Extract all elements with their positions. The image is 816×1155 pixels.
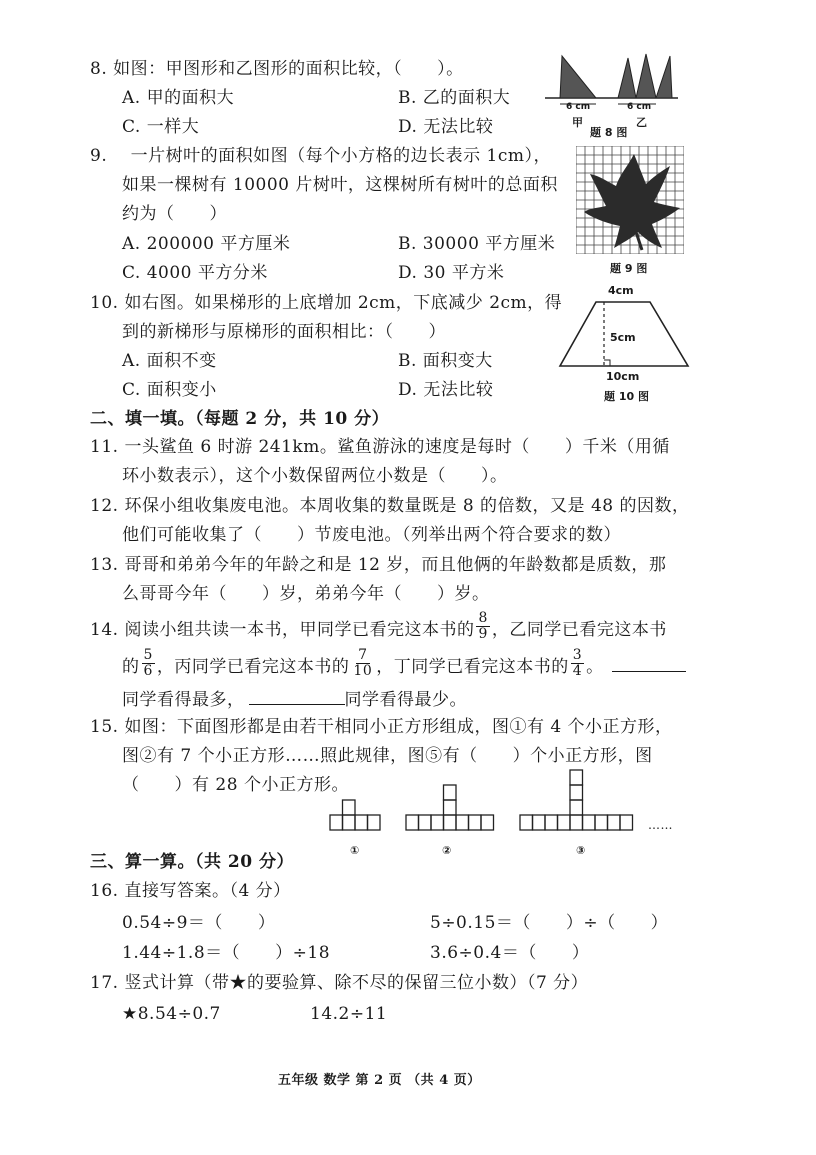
q8-option-d: D. 无法比较 xyxy=(398,117,494,137)
q15-line3: （ ）有 28 个小正方形。 xyxy=(122,775,349,795)
q15-label-1: ① xyxy=(350,844,360,857)
q17-expr-1: ★8.54÷0.7 xyxy=(122,1004,221,1024)
q14-line3 xyxy=(122,686,467,711)
q15-figure-1 xyxy=(328,796,384,836)
q14-f3-num: 7 xyxy=(358,647,368,663)
q10-option-a: A. 面积不变 xyxy=(122,351,217,371)
q9-option-b: B. 30000 平方厘米 xyxy=(398,234,556,254)
q9-leaf-shape xyxy=(584,154,680,248)
q10-bottom-label: 10cm xyxy=(606,370,640,383)
q10-option-d: D. 无法比较 xyxy=(398,380,494,400)
q16-stem: 16. 直接写答案。（4 分） xyxy=(90,881,291,901)
q16-expr-3: 1.44÷1.8＝（ ）÷18 xyxy=(122,943,331,963)
q15-label-3: ③ xyxy=(576,844,586,857)
q14-blank-least[interactable] xyxy=(249,686,345,705)
q17-stem: 17. 竖式计算（带★的要验算、除不尽的保留三位小数）（7 分） xyxy=(90,973,589,993)
q13-line2: 么哥哥今年（ ）岁，弟弟今年（ ）岁。 xyxy=(122,584,490,604)
q12-line2: 他们可能收集了（ ）节废电池。（列举出两个符合要求的数） xyxy=(122,525,621,545)
q17-expr-2: 14.2÷11 xyxy=(310,1004,388,1024)
q16-expr-1: 0.54÷9＝（ ） xyxy=(122,913,276,933)
q14-text-6: 。 xyxy=(586,657,604,677)
q8-yi-label: 乙 xyxy=(636,116,647,129)
page-footer: 五年级 数学 第 2 页 （共 4 页） xyxy=(278,1073,481,1088)
q8-jia-label: 甲 xyxy=(572,116,583,129)
q9-line2: 如果一棵树有 10000 片树叶，这棵树所有树叶的总面积 xyxy=(122,175,558,195)
q15-dots: …… xyxy=(648,818,673,832)
q8-shape-yi xyxy=(618,58,636,98)
q8-shape-jia xyxy=(560,56,596,98)
q10-line1: 10. 如右图。如果梯形的上底增加 2cm，下底减少 2cm，得 xyxy=(90,293,563,313)
q11-line1: 11. 一头鲨鱼 6 时游 241km。鲨鱼游泳的速度是每时（ ）千米（用循 xyxy=(90,437,670,457)
q8-figure xyxy=(540,50,680,112)
q14-text-8: 同学看得最少。 xyxy=(344,690,467,710)
q9-option-c: C. 4000 平方分米 xyxy=(122,263,268,283)
q10-caption: 题 10 图 xyxy=(604,390,649,403)
q14-f3-den: 10 xyxy=(353,663,373,679)
q14-fraction-jia xyxy=(476,611,489,642)
q14-f2-num: 5 xyxy=(143,647,153,663)
q8-option-c: C. 一样大 xyxy=(122,117,200,137)
q14-text-3: 的 xyxy=(122,657,140,677)
q16-expr-4: 3.6÷0.4＝（ ） xyxy=(430,943,590,963)
q8-option-a: A. 甲的面积大 xyxy=(122,88,235,108)
q14-text-7: 同学看得最多， xyxy=(122,690,245,710)
q10-line2: 到的新梯形与原梯形的面积相比：（ ） xyxy=(122,322,446,342)
q15-line1: 15. 如图：下面图形都是由若干相同小正方形组成，图①有 4 个小正方形， xyxy=(90,717,673,737)
q9-line1: 9. 一片树叶的面积如图（每个小方格的边长表示 1cm）， xyxy=(90,146,551,166)
q14-f1-num: 8 xyxy=(478,610,488,626)
q9-option-d: D. 30 平方米 xyxy=(398,263,505,283)
q10-option-b: B. 面积变大 xyxy=(398,351,493,371)
q10-height-label: 5cm xyxy=(610,331,636,344)
q9-line3: 约为（ ） xyxy=(122,204,227,224)
q16-expr-2: 5÷0.15＝（ ）÷（ ） xyxy=(430,913,669,933)
q14-blank-most[interactable] xyxy=(612,653,686,672)
q15-label-2: ② xyxy=(442,844,452,857)
q14-fraction-bing xyxy=(351,648,374,679)
q14-fraction-yi xyxy=(142,648,155,679)
q13-line1: 13. 哥哥和弟弟今年的年龄之和是 12 岁，而且他俩的年龄数都是质数，那 xyxy=(90,555,667,575)
q15-figure-2 xyxy=(404,766,506,836)
q14-line1 xyxy=(90,610,667,646)
q12-line1: 12. 环保小组收集废电池。本周收集的数量既是 8 的倍数，又是 48 的因数， xyxy=(90,496,690,516)
q14-fraction-ding xyxy=(571,648,584,679)
q14-text-2: ，乙同学已看完这本书 xyxy=(491,620,667,640)
q9-caption: 题 9 图 xyxy=(610,262,648,275)
q15-figure-3 xyxy=(518,764,646,836)
q10-option-c: C. 面积变小 xyxy=(122,380,217,400)
q8-option-b: B. 乙的面积大 xyxy=(398,88,511,108)
q14-text-1: 14. 阅读小组共读一本书，甲同学已看完这本书的 xyxy=(90,620,475,640)
q8-yi-width: 6 cm xyxy=(627,102,652,112)
q10-top-label: 4cm xyxy=(608,284,634,297)
q8-jia-width: 6 cm xyxy=(566,102,591,112)
q14-line2 xyxy=(122,647,686,683)
q14-text-5: ，丁同学已看完这本书的 xyxy=(376,657,569,677)
section-3-heading: 三、算一算。（共 20 分） xyxy=(90,852,294,872)
q9-leaf-grid xyxy=(576,146,684,254)
q14-f4-num: 3 xyxy=(572,647,583,663)
q15-line2: 图②有 7 个小正方形……照此规律，图⑤有（ ）个小正方形，图 xyxy=(122,746,653,766)
q9-option-a: A. 200000 平方厘米 xyxy=(122,234,291,254)
q8-stem: 8. 如图：甲图形和乙图形的面积比较，（ ）。 xyxy=(90,59,464,79)
q14-text-4: ，丙同学已看完这本书的 xyxy=(156,657,350,677)
q8-caption: 题 8 图 xyxy=(590,126,628,139)
section-2-heading: 二、填一填。（每题 2 分，共 10 分） xyxy=(90,409,390,429)
q11-line2: 环小数表示），这个小数保留两位小数是（ ）。 xyxy=(122,466,508,486)
q14-f4-den: 4 xyxy=(572,663,583,679)
q14-f2-den: 6 xyxy=(143,663,153,679)
q14-f1-den: 9 xyxy=(478,626,488,642)
